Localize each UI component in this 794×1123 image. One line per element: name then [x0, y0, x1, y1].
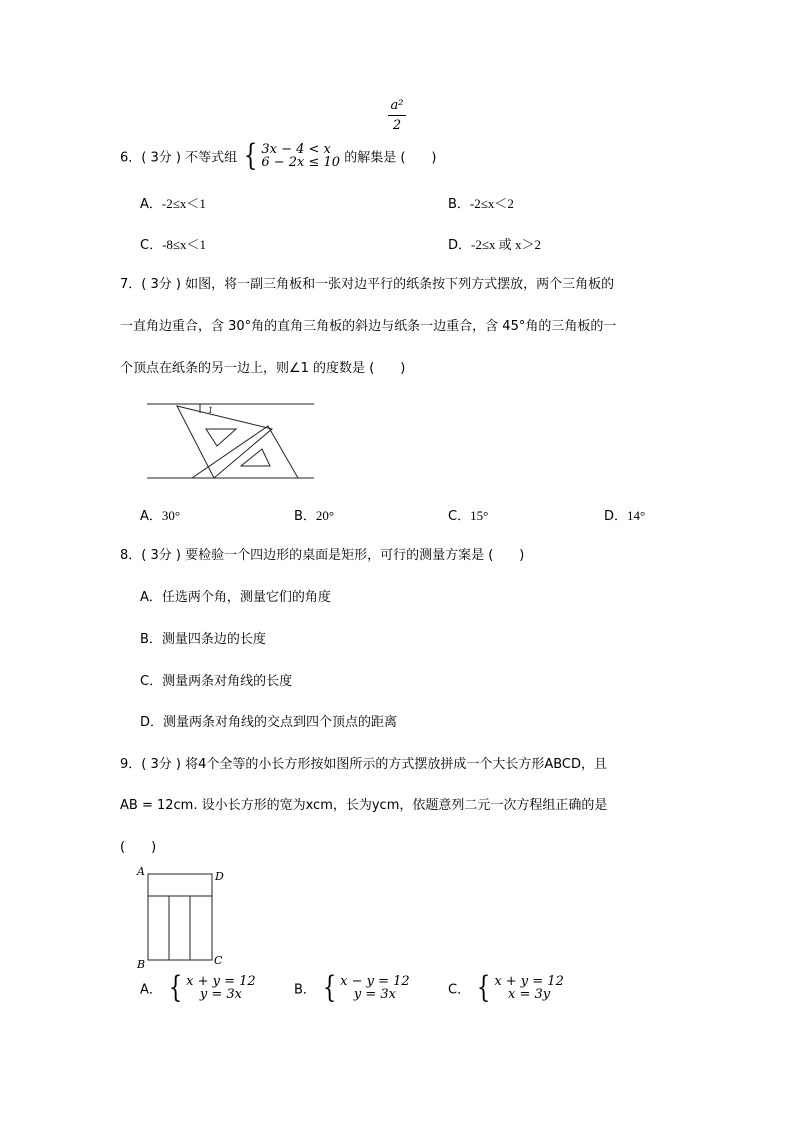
option-label: D． — [140, 715, 164, 730]
q6-option-a[interactable] — [140, 193, 206, 212]
q7-stem-line-3: 个顶点在纸条的另一边上，则∠1 的度数是 ( ) — [120, 361, 406, 376]
equation-line-2: y = 3x — [353, 987, 396, 1002]
vertex-label-b: B — [137, 958, 146, 971]
equation-line-2: x = 3y — [508, 987, 551, 1002]
q7-triangles-figure — [140, 396, 325, 486]
q7-option-d[interactable] — [604, 505, 645, 524]
option-text: 20° — [315, 508, 335, 523]
q6-system-line-2: 6 − 2x ≤ 10 — [261, 155, 341, 170]
option-label: D． — [448, 238, 472, 253]
option-text: -2≤x 或 x＞2 — [471, 237, 541, 252]
option-label: B． — [294, 982, 316, 998]
q6-option-d[interactable] — [448, 234, 541, 253]
option-label: A． — [140, 509, 162, 524]
q9-stem-line-1: 9．( 3分 ) 将4个全等的小长方形按如图所示的方式摆放拼成一个大长方形ABCD，且 — [120, 757, 608, 772]
q8-option-a[interactable] — [140, 586, 331, 605]
option-text: 测量两条对角线的长度 — [162, 674, 293, 689]
equation-line-1: x + y = 12 — [494, 974, 564, 989]
q9-option-a[interactable] — [140, 970, 256, 1005]
q7-option-c[interactable] — [448, 505, 488, 524]
q6-stem-suffix: 的解集是 ( ) — [344, 150, 437, 166]
option-label: C． — [448, 509, 471, 524]
q6-stem-prefix: 6．( 3分 ) 不等式组 — [120, 150, 238, 166]
option-label: A． — [140, 982, 162, 998]
angle-1-label: 1 — [208, 406, 214, 415]
left-brace: { — [322, 970, 337, 1005]
option-text: 15° — [470, 508, 489, 523]
option-label: C． — [140, 238, 163, 253]
q9-stem-line-2: AB = 12cm. 设小长方形的宽为xcm，长为ycm，依题意列二元一次方程组正确的是 — [120, 798, 608, 813]
left-brace: { — [168, 970, 183, 1005]
q9-option-c[interactable] — [448, 970, 564, 1005]
left-brace: { — [244, 138, 258, 173]
option-label: A． — [140, 590, 162, 605]
q8-option-d[interactable] — [140, 711, 397, 730]
q6-inequality-system — [241, 138, 341, 173]
q9-option-b[interactable] — [294, 970, 410, 1005]
left-brace: { — [477, 970, 491, 1005]
fraction-bar — [388, 115, 406, 116]
option-label: C． — [448, 982, 471, 998]
option-label: B． — [294, 509, 316, 524]
q7-stem-line-2: 一直角边重合，含 30°角的直角三角板的斜边与纸条一边重合，含 45°角的三角板的一 — [120, 319, 617, 334]
option-label: C． — [140, 674, 163, 689]
option-text: 任选两个角，测量它们的角度 — [161, 590, 331, 605]
option-text: -2≤x＜2 — [469, 196, 514, 211]
option-equation-system — [320, 970, 410, 1005]
fraction-denominator: 2 — [392, 118, 402, 133]
option-text: 测量两条对角线的交点到四个顶点的距离 — [163, 715, 398, 730]
option-text: 30° — [161, 508, 181, 523]
fraction-a2-over-2 — [388, 98, 406, 133]
option-text: 测量四条边的长度 — [161, 632, 266, 647]
q6-system-line-1: 3x − 4 < x — [261, 142, 331, 157]
option-label: A． — [140, 197, 162, 212]
equation-line-1: x − y = 12 — [340, 974, 410, 989]
vertex-label-c: C — [214, 954, 223, 967]
equation-line-2: y = 3x — [199, 987, 242, 1002]
vertex-label-d: D — [215, 870, 224, 883]
equation-line-1: x + y = 12 — [186, 974, 256, 989]
q7-option-a[interactable] — [140, 505, 180, 524]
question-6-stem — [120, 138, 437, 173]
rectangle-abcd — [148, 874, 212, 960]
option-text: -8≤x＜1 — [162, 237, 207, 252]
q7-stem-line-1: 7．( 3分 ) 如图，将一副三角板和一张对边平行的纸条按下列方式摆放，两个三角板的 — [120, 277, 615, 292]
option-label: B． — [140, 632, 162, 647]
q9-stem-line-3: ( ) — [120, 840, 157, 855]
q8-option-b[interactable] — [140, 628, 266, 647]
q8-option-c[interactable] — [140, 670, 292, 689]
option-text: 14° — [627, 508, 646, 523]
fraction-numerator: a² — [390, 98, 404, 113]
option-equation-system — [474, 970, 564, 1005]
q8-stem: 8．( 3分 ) 要检验一个四边形的桌面是矩形，可行的测量方案是 ( ) — [120, 548, 525, 563]
option-text: -2≤x＜1 — [161, 196, 206, 211]
option-equation-system — [166, 970, 256, 1005]
q6-option-c[interactable] — [140, 234, 206, 253]
option-label: B． — [448, 197, 470, 212]
inner-hole-30deg — [206, 429, 236, 446]
vertex-label-a: A — [137, 865, 145, 878]
q6-option-b[interactable] — [448, 193, 514, 212]
q7-option-b[interactable] — [294, 505, 334, 524]
option-label: D． — [604, 509, 628, 524]
q9-rectangle-figure — [134, 864, 234, 972]
triangle-30deg — [177, 406, 272, 478]
